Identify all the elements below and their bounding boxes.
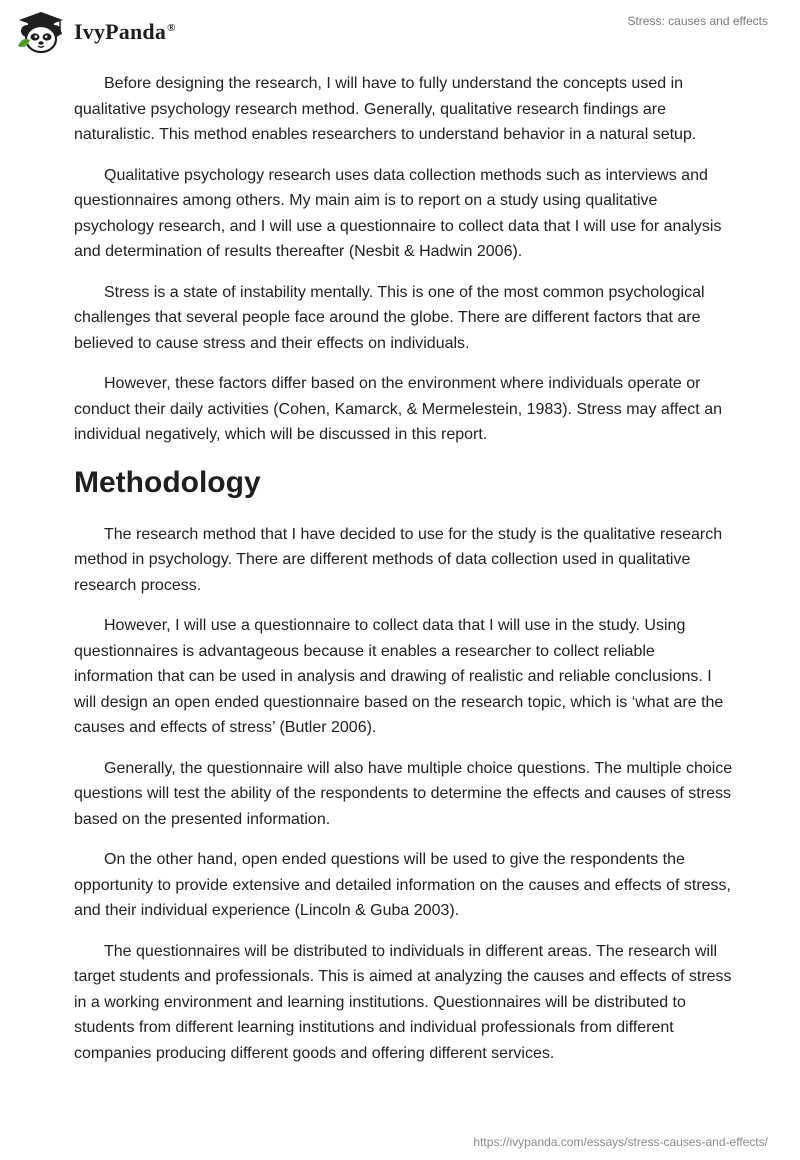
section-heading-methodology: Methodology [74,465,261,499]
page-header [0,0,800,70]
paragraph: Before designing the research, I will have to fully understand the concepts used in qualitative psychology research method. Generally, qualitative research findings are naturalistic. This method enables researchers to understand behavior in a natural setup. [74,75,697,143]
paragraph: On the other hand, open ended questions will be used to give the respondents the opportunity to provide extensive and detailed information on the causes and effects of stress, and their individual experience (Lincoln & Guba 2003). [74,851,731,919]
panda-graduate-icon [16,10,66,54]
paragraph: The questionnaires will be distributed to individuals in different areas. The research will target students and professionals. This is aimed at analyzing the causes and effects of stress in a working environment and learning institutions. Questionnaires will be distributed to students from different learning institutions and individual professionals from different companies producing different goods and offering different services. [74,942,732,1062]
logo-name: IvyPanda [74,19,167,44]
paragraph: The research method that I have decided to use for the study is the qualitative research method in psychology. There are different methods of data collection used in qualitative research process. [74,525,723,594]
ivypanda-logo[interactable] [16,10,176,54]
registered-mark: ® [167,21,176,34]
logo-wordmark [74,19,176,45]
essay-body [74,71,734,1081]
paragraph: Qualitative psychology research uses data collection methods such as interviews and questionnaires among others. My main aim is to report on a study using qualitative psychology research, and I will use a questionnaire to collect data that I will use for analysis and determination of results thereafter (Nesbit & Hadwin 2006). [74,166,722,260]
paragraph: However, I will use a questionnaire to collect data that I will use in the study. Using questionnaires is advantageous because it enables a researcher to collect reliable information that can be used in analysis and drawing of realistic and reliable conclusions. I will design an open ended questionnaire based on the research topic, which is ‘what are the causes and effects of stress’ (Butler 2006). [74,617,724,736]
running-title: Stress: causes and effects [627,14,768,28]
paragraph: Generally, the questionnaire will also have multiple choice questions. The multiple choice questions will test the ability of the respondents to determine the effects and causes of stress based on the presented information. [74,759,733,828]
paragraph: However, these factors differ based on the environment where individuals operate or conduct their daily activities (Cohen, Kamarck, & Mermelestein, 1983). Stress may affect an individual negatively, which will be discussed in this report. [74,375,722,443]
source-url-link[interactable]: https://ivypanda.com/essays/stress-causes-and-effects/ [473,1135,768,1149]
paragraph: Stress is a state of instability mentally. This is one of the most common psychological challenges that several people face around the globe. There are different factors that are believed to cause stress and their effects on individuals. [74,283,705,352]
